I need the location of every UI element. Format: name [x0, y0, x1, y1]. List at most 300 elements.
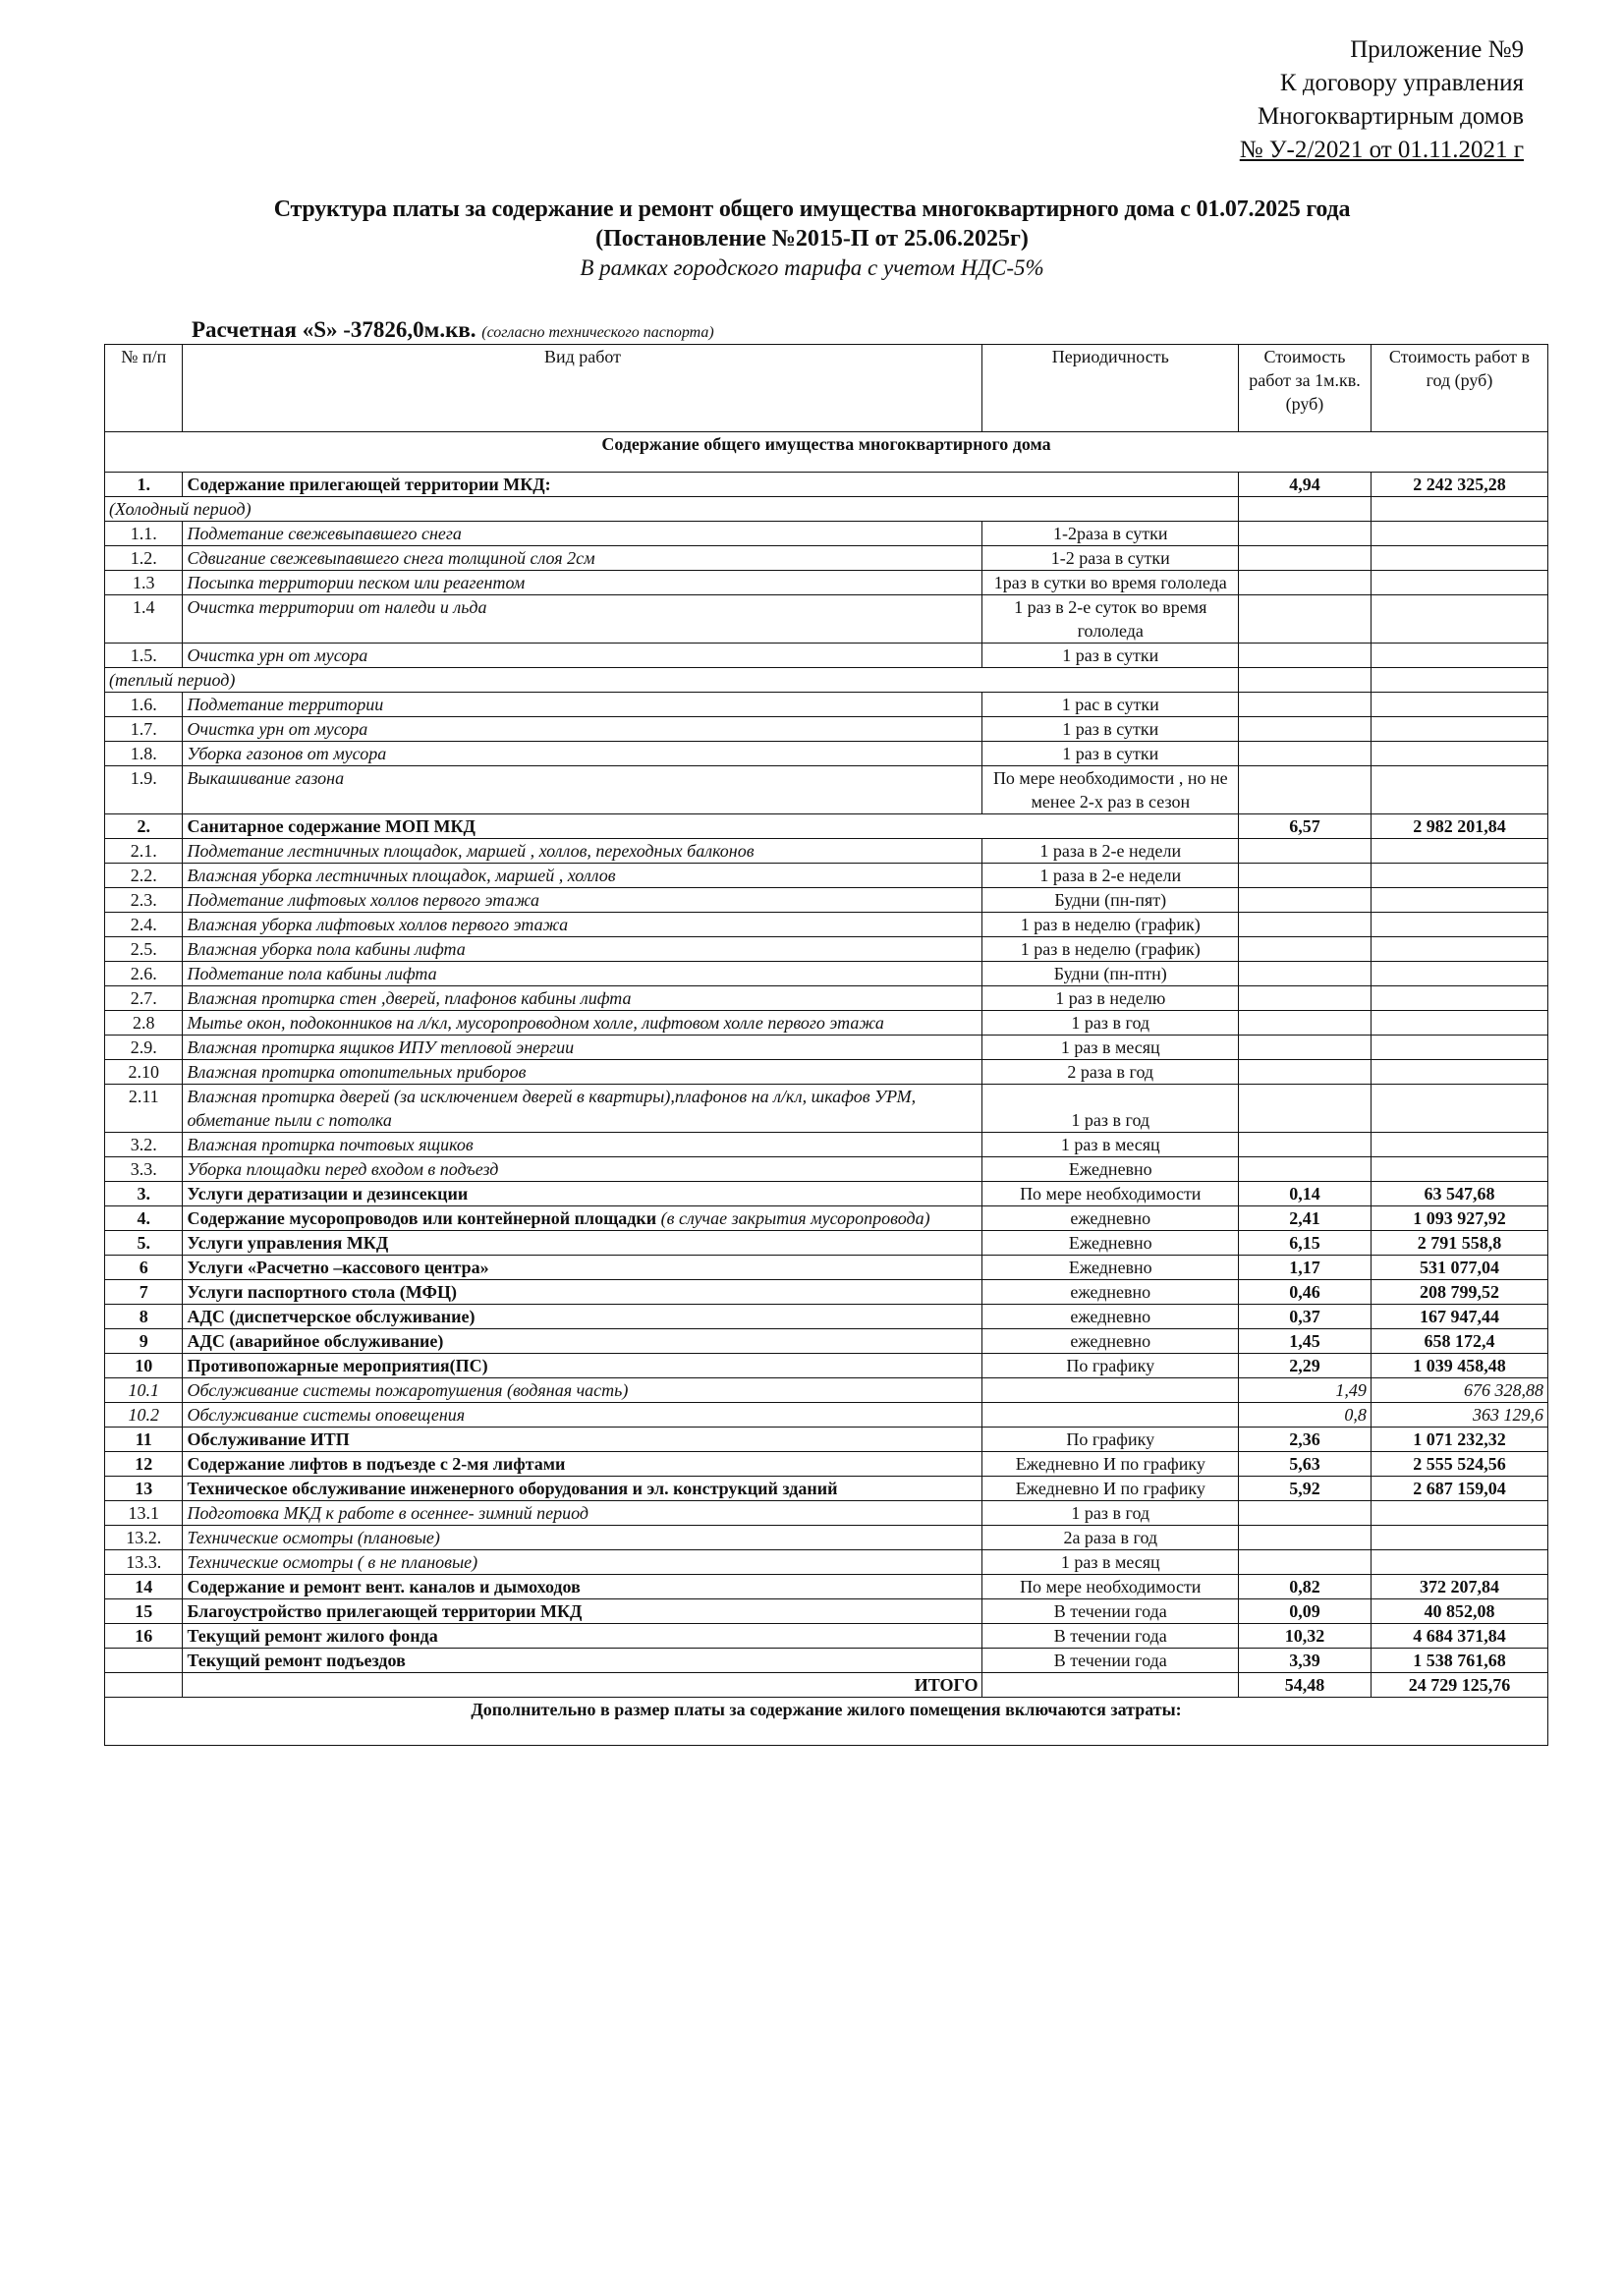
row-period: ежедневно	[982, 1305, 1239, 1329]
row-name-text: Очистка урн от мусора	[187, 719, 368, 739]
row-period: 1 раз в сутки	[982, 742, 1239, 766]
row-name	[183, 1011, 982, 1036]
row-name-text: Подметание свежевыпавшего снега	[187, 524, 462, 543]
row-num: 6	[105, 1256, 183, 1280]
row-name-note: (в случае закрытия мусоропровода)	[656, 1208, 930, 1228]
row-period: 1 раз в год	[982, 1085, 1239, 1133]
row-name-text: Влажная протирка отопительных приборов	[187, 1062, 527, 1082]
row-period: По мере необходимости	[982, 1182, 1239, 1206]
row-cost-sqm	[1239, 839, 1372, 864]
row-name	[183, 986, 982, 1011]
row-name	[183, 1206, 982, 1231]
row-num: 14	[105, 1575, 183, 1599]
calculated-area	[192, 317, 714, 343]
row-period: 1раз в сутки во время гололеда	[982, 571, 1239, 595]
row-cost-year	[1371, 1060, 1547, 1085]
row-name-text: Влажная протирка ящиков ИПУ тепловой энергии	[187, 1037, 575, 1057]
table-row	[105, 937, 1548, 962]
period-label-row	[105, 497, 1548, 522]
cost-structure-table	[104, 344, 1548, 1746]
row-period: 1-2 раза в сутки	[982, 546, 1239, 571]
row-num: 1.3	[105, 571, 183, 595]
row-name-text: Уборка газонов от мусора	[187, 744, 387, 763]
table-row	[105, 1378, 1548, 1403]
row-name	[183, 1649, 982, 1673]
header-name: Вид работ	[183, 345, 982, 432]
row-name-text: Влажная протирка почтовых ящиков	[187, 1135, 474, 1154]
row-name-text: Подготовка МКД к работе в осеннее- зимний период	[187, 1503, 588, 1523]
row-period: 1 раз в 2-е суток во время гололеда	[982, 595, 1239, 644]
row-name	[183, 814, 1239, 839]
period-label: (теплый период)	[105, 668, 1239, 693]
row-cost-sqm	[1239, 497, 1372, 522]
row-name	[183, 742, 982, 766]
table-row	[105, 1403, 1548, 1428]
row-period: Ежедневно И по графику	[982, 1477, 1239, 1501]
table-row	[105, 1575, 1548, 1599]
row-num: 2.9.	[105, 1036, 183, 1060]
row-cost-sqm	[1239, 571, 1372, 595]
row-num: 8	[105, 1305, 183, 1329]
additional-costs-row	[105, 1698, 1548, 1746]
row-cost-sqm: 2,29	[1239, 1354, 1372, 1378]
row-period	[982, 1378, 1239, 1403]
row-cost-sqm	[1239, 913, 1372, 937]
row-cost-year	[1371, 766, 1547, 814]
row-cost-sqm: 3,39	[1239, 1649, 1372, 1673]
row-cost-year	[1371, 888, 1547, 913]
row-name	[183, 888, 982, 913]
row-cost-year: 1 039 458,48	[1371, 1354, 1547, 1378]
row-name	[183, 717, 982, 742]
row-cost-sqm	[1239, 693, 1372, 717]
row-period: 1 раз в месяц	[982, 1133, 1239, 1157]
row-name-text: Услуги дератизации и дезинсекции	[187, 1184, 469, 1204]
row-cost-year: 363 129,6	[1371, 1403, 1547, 1428]
row-cost-year: 2 555 524,56	[1371, 1452, 1547, 1477]
row-name	[183, 1354, 982, 1378]
row-num: 2.4.	[105, 913, 183, 937]
row-cost-year	[1371, 839, 1547, 864]
table-row	[105, 1452, 1548, 1477]
row-period: По мере необходимости , но не менее 2-х раз в сезон	[982, 766, 1239, 814]
table-row	[105, 1036, 1548, 1060]
table-row	[105, 1157, 1548, 1182]
row-num: 1.2.	[105, 546, 183, 571]
row-name-text: АДС (аварийное обслуживание)	[187, 1331, 444, 1351]
area-label: Расчетная «S» -37826,0м.кв.	[192, 317, 476, 342]
table-row	[105, 1354, 1548, 1378]
table-row	[105, 717, 1548, 742]
row-cost-year: 208 799,52	[1371, 1280, 1547, 1305]
row-name	[183, 1403, 982, 1428]
row-name-text: АДС (диспетчерское обслуживание)	[187, 1307, 476, 1326]
row-cost-sqm: 6,57	[1239, 814, 1372, 839]
row-period: 2а раза в год	[982, 1526, 1239, 1550]
row-cost-year: 2 982 201,84	[1371, 814, 1547, 839]
row-cost-sqm: 2,36	[1239, 1428, 1372, 1452]
row-name-text: Влажная уборка лестничных площадок, маршей , холлов	[187, 866, 616, 885]
row-cost-sqm: 4,94	[1239, 473, 1372, 497]
row-name	[183, 644, 982, 668]
table-row	[105, 644, 1548, 668]
header-cost-year: Стоимость работ в год (руб)	[1371, 345, 1547, 432]
row-name-text: Текущий ремонт подъездов	[187, 1651, 406, 1670]
table-row	[105, 1133, 1548, 1157]
row-cost-sqm	[1239, 937, 1372, 962]
row-name-text: Подметание пола кабины лифта	[187, 964, 437, 983]
total-num	[105, 1673, 183, 1698]
table-row	[105, 913, 1548, 937]
row-num: 12	[105, 1452, 183, 1477]
table-row	[105, 571, 1548, 595]
row-num: 2.	[105, 814, 183, 839]
section-title-row	[105, 432, 1548, 473]
row-cost-sqm	[1239, 595, 1372, 644]
row-cost-year: 1 093 927,92	[1371, 1206, 1547, 1231]
row-cost-year: 63 547,68	[1371, 1182, 1547, 1206]
table-row	[105, 839, 1548, 864]
row-period: Ежедневно	[982, 1256, 1239, 1280]
row-period: 1 раз в сутки	[982, 717, 1239, 742]
total-cost-sqm: 54,48	[1239, 1673, 1372, 1698]
additional-costs-note: Дополнительно в размер платы за содержание жилого помещения включаются затраты:	[105, 1698, 1548, 1746]
period-label: (Холодный период)	[105, 497, 1239, 522]
row-name	[183, 1036, 982, 1060]
header-cost-sqm: Стоимость работ за 1м.кв.(руб)	[1239, 345, 1372, 432]
row-name	[183, 913, 982, 937]
row-cost-year	[1371, 522, 1547, 546]
table-row	[105, 1206, 1548, 1231]
row-num: 4.	[105, 1206, 183, 1231]
row-name	[183, 1085, 982, 1133]
row-num: 2.7.	[105, 986, 183, 1011]
row-cost-sqm	[1239, 962, 1372, 986]
table-row	[105, 766, 1548, 814]
row-num	[105, 1649, 183, 1673]
row-cost-sqm	[1239, 1550, 1372, 1575]
row-period: По графику	[982, 1428, 1239, 1452]
title-resolution: (Постановление №2015-П от 25.06.2025г)	[595, 226, 1029, 252]
row-name-text: Техническое обслуживание инженерного оборудования и эл. конструкций зданий	[187, 1479, 838, 1498]
row-period: 1 раз в год	[982, 1501, 1239, 1526]
row-num: 1.5.	[105, 644, 183, 668]
row-cost-year: 2 791 558,8	[1371, 1231, 1547, 1256]
row-cost-year	[1371, 864, 1547, 888]
row-num: 2.2.	[105, 864, 183, 888]
total-cost-year: 24 729 125,76	[1371, 1673, 1547, 1698]
row-period: По графику	[982, 1354, 1239, 1378]
row-name	[183, 1501, 982, 1526]
row-name	[183, 473, 1239, 497]
row-cost-year	[1371, 937, 1547, 962]
row-name-text: Подметание территории	[187, 695, 384, 714]
table-row	[105, 1477, 1548, 1501]
row-cost-year	[1371, 1085, 1547, 1133]
row-cost-sqm: 1,17	[1239, 1256, 1372, 1280]
row-cost-sqm	[1239, 1036, 1372, 1060]
row-cost-sqm: 2,41	[1239, 1206, 1372, 1231]
header-period: Периодичность	[982, 345, 1239, 432]
row-name	[183, 522, 982, 546]
row-cost-sqm: 1,49	[1239, 1378, 1372, 1403]
row-period: ежедневно	[982, 1329, 1239, 1354]
row-cost-sqm: 0,37	[1239, 1305, 1372, 1329]
row-cost-year	[1371, 1550, 1547, 1575]
row-name-text: Содержание прилегающей территории МКД:	[187, 475, 551, 494]
row-name-text: Услуги «Расчетно –кассового центра»	[187, 1258, 489, 1277]
row-name-text: Выкашивание газона	[187, 768, 345, 788]
table-row	[105, 1256, 1548, 1280]
row-num: 11	[105, 1428, 183, 1452]
row-cost-sqm	[1239, 546, 1372, 571]
row-name-text: Противопожарные мероприятия(ПС)	[187, 1356, 488, 1375]
row-cost-sqm: 0,8	[1239, 1403, 1372, 1428]
row-num: 1.	[105, 473, 183, 497]
table-row	[105, 1305, 1548, 1329]
row-cost-year	[1371, 742, 1547, 766]
row-name	[183, 1329, 982, 1354]
row-name	[183, 1133, 982, 1157]
title-main: Структура платы за содержание и ремонт общего имущества многоквартирного дома с 01.07.2025 года	[273, 196, 1351, 222]
row-num: 13.3.	[105, 1550, 183, 1575]
row-name	[183, 1428, 982, 1452]
row-name-text: Влажная уборка пола кабины лифта	[187, 939, 466, 959]
row-name-text: Обслуживание системы оповещения	[187, 1405, 466, 1425]
row-period: ежедневно	[982, 1206, 1239, 1231]
row-cost-sqm	[1239, 668, 1372, 693]
row-name	[183, 1157, 982, 1182]
table-header-row	[105, 345, 1548, 432]
row-num: 9	[105, 1329, 183, 1354]
row-cost-year: 676 328,88	[1371, 1378, 1547, 1403]
row-num: 1.6.	[105, 693, 183, 717]
row-name	[183, 595, 982, 644]
row-num: 15	[105, 1599, 183, 1624]
row-period: Будни (пн-пят)	[982, 888, 1239, 913]
row-num: 2.10	[105, 1060, 183, 1085]
row-cost-sqm	[1239, 888, 1372, 913]
row-cost-sqm	[1239, 986, 1372, 1011]
row-cost-year	[1371, 1501, 1547, 1526]
row-name-text: Обслуживание ИТП	[187, 1429, 350, 1449]
row-num: 1.7.	[105, 717, 183, 742]
row-cost-year: 4 684 371,84	[1371, 1624, 1547, 1649]
row-cost-sqm	[1239, 1085, 1372, 1133]
row-cost-sqm	[1239, 864, 1372, 888]
row-cost-year: 2 687 159,04	[1371, 1477, 1547, 1501]
row-name	[183, 864, 982, 888]
table-row	[105, 1501, 1548, 1526]
row-cost-year: 2 242 325,28	[1371, 473, 1547, 497]
row-num: 2.5.	[105, 937, 183, 962]
row-cost-year	[1371, 913, 1547, 937]
row-cost-sqm	[1239, 1133, 1372, 1157]
row-cost-year: 531 077,04	[1371, 1256, 1547, 1280]
row-name	[183, 1305, 982, 1329]
row-name	[183, 1599, 982, 1624]
table-row	[105, 595, 1548, 644]
section-title: Содержание общего имущества многоквартирного дома	[105, 432, 1548, 473]
row-name-text: Санитарное содержание МОП МКД	[187, 816, 476, 836]
row-num: 3.	[105, 1182, 183, 1206]
row-name	[183, 1256, 982, 1280]
appendix-contract-number: № У-2/2021 от 01.11.2021 г	[1239, 137, 1524, 163]
row-cost-sqm	[1239, 766, 1372, 814]
table-row	[105, 742, 1548, 766]
row-cost-year	[1371, 1526, 1547, 1550]
table-row	[105, 546, 1548, 571]
row-num: 2.6.	[105, 962, 183, 986]
row-name-text: Влажная уборка лифтовых холлов первого этажа	[187, 915, 569, 934]
table-row	[105, 1329, 1548, 1354]
row-cost-sqm: 0,09	[1239, 1599, 1372, 1624]
row-num: 3.3.	[105, 1157, 183, 1182]
row-name-text: Благоустройство прилегающей территории МКД	[187, 1601, 583, 1621]
row-num: 2.11	[105, 1085, 183, 1133]
table-row	[105, 962, 1548, 986]
row-name	[183, 766, 982, 814]
row-period: Ежедневно И по графику	[982, 1452, 1239, 1477]
row-name-text: Текущий ремонт жилого фонда	[187, 1626, 438, 1646]
table-row	[105, 522, 1548, 546]
document-title	[0, 195, 1624, 283]
row-cost-sqm: 6,15	[1239, 1231, 1372, 1256]
row-name-text: Услуги паспортного стола (МФЦ)	[187, 1282, 457, 1302]
row-num: 10.1	[105, 1378, 183, 1403]
table-row	[105, 864, 1548, 888]
row-cost-sqm	[1239, 1060, 1372, 1085]
table-row	[105, 1649, 1548, 1673]
row-cost-sqm: 0,82	[1239, 1575, 1372, 1599]
table-row	[105, 1085, 1548, 1133]
row-num: 2.8	[105, 1011, 183, 1036]
row-name	[183, 1624, 982, 1649]
row-name-text: Подметание лифтовых холлов первого этажа	[187, 890, 539, 910]
row-period: 2 раза в год	[982, 1060, 1239, 1085]
title-tariff-note: В рамках городского тарифа с учетом НДС-5%	[580, 255, 1044, 280]
row-period: ежедневно	[982, 1280, 1239, 1305]
row-name	[183, 839, 982, 864]
row-period: 1 раз в неделю (график)	[982, 937, 1239, 962]
row-cost-sqm	[1239, 1157, 1372, 1182]
row-cost-sqm: 5,63	[1239, 1452, 1372, 1477]
table-row	[105, 1231, 1548, 1256]
row-period: Будни (пн-птн)	[982, 962, 1239, 986]
row-cost-year	[1371, 717, 1547, 742]
row-name-text: Подметание лестничных площадок, маршей , холлов, переходных балконов	[187, 841, 755, 861]
row-name-text: Уборка площадки перед входом в подъезд	[187, 1159, 499, 1179]
row-period: По мере необходимости	[982, 1575, 1239, 1599]
total-row	[105, 1673, 1548, 1698]
row-cost-year: 40 852,08	[1371, 1599, 1547, 1624]
row-period: Ежедневно	[982, 1231, 1239, 1256]
row-cost-year: 1 071 232,32	[1371, 1428, 1547, 1452]
table-row	[105, 473, 1548, 497]
row-name-text: Технические осмотры ( в не плановые)	[187, 1552, 478, 1572]
table-row	[105, 1011, 1548, 1036]
row-num: 2.1.	[105, 839, 183, 864]
row-num: 1.8.	[105, 742, 183, 766]
row-cost-sqm	[1239, 742, 1372, 766]
row-num: 1.1.	[105, 522, 183, 546]
row-cost-year	[1371, 497, 1547, 522]
row-num: 5.	[105, 1231, 183, 1256]
row-period: 1 раз в месяц	[982, 1036, 1239, 1060]
row-period: В течении года	[982, 1649, 1239, 1673]
row-period: 1 раз в месяц	[982, 1550, 1239, 1575]
table-row	[105, 1060, 1548, 1085]
row-cost-sqm: 0,46	[1239, 1280, 1372, 1305]
row-cost-year	[1371, 986, 1547, 1011]
row-cost-sqm: 5,92	[1239, 1477, 1372, 1501]
row-cost-year	[1371, 693, 1547, 717]
row-num: 10	[105, 1354, 183, 1378]
row-cost-year: 372 207,84	[1371, 1575, 1547, 1599]
total-period	[982, 1673, 1239, 1698]
row-cost-year	[1371, 1011, 1547, 1036]
row-num: 16	[105, 1624, 183, 1649]
row-cost-sqm	[1239, 644, 1372, 668]
row-period: 1 раза в 2-е недели	[982, 864, 1239, 888]
row-name-text: Услуги управления МКД	[187, 1233, 389, 1253]
row-name	[183, 571, 982, 595]
appendix-contract-subject: Многоквартирным домов	[1257, 103, 1524, 130]
row-name-text: Содержание и ремонт вент. каналов и дымоходов	[187, 1577, 581, 1596]
table-row	[105, 1182, 1548, 1206]
header-num: № п/п	[105, 345, 183, 432]
row-period	[982, 1403, 1239, 1428]
row-name	[183, 1526, 982, 1550]
row-name	[183, 1060, 982, 1085]
row-cost-year	[1371, 668, 1547, 693]
row-name	[183, 962, 982, 986]
row-name-text: Влажная протирка дверей (за исключением дверей в квартиры),плафонов на л/кл, шкафов УРМ, обметание пыли с потолка	[187, 1087, 917, 1130]
row-name-text: Содержание мусоропроводов или контейнерной площадки	[187, 1208, 657, 1228]
row-name	[183, 546, 982, 571]
table-row	[105, 1550, 1548, 1575]
appendix-header	[1240, 33, 1524, 167]
row-name	[183, 693, 982, 717]
row-name	[183, 1575, 982, 1599]
row-period: В течении года	[982, 1599, 1239, 1624]
row-cost-sqm: 10,32	[1239, 1624, 1372, 1649]
row-num: 7	[105, 1280, 183, 1305]
table-row	[105, 986, 1548, 1011]
row-period: Ежедневно	[982, 1157, 1239, 1182]
table-row	[105, 1599, 1548, 1624]
row-period: 1 рас в сутки	[982, 693, 1239, 717]
row-name	[183, 1231, 982, 1256]
row-cost-sqm: 1,45	[1239, 1329, 1372, 1354]
row-period: В течении года	[982, 1624, 1239, 1649]
row-name-text: Посыпка территории песком или реагентом	[187, 573, 526, 592]
row-cost-year	[1371, 595, 1547, 644]
period-label-row	[105, 668, 1548, 693]
table-row	[105, 1526, 1548, 1550]
row-cost-year	[1371, 1133, 1547, 1157]
row-cost-year	[1371, 546, 1547, 571]
row-cost-sqm	[1239, 717, 1372, 742]
row-name-text: Влажная протирка стен ,дверей, плафонов кабины лифта	[187, 988, 632, 1008]
row-name-text: Очистка урн от мусора	[187, 645, 368, 665]
row-period: 1 раз в неделю	[982, 986, 1239, 1011]
row-period: 1 раза в 2-е недели	[982, 839, 1239, 864]
table-row	[105, 1624, 1548, 1649]
row-name	[183, 1452, 982, 1477]
row-num: 1.9.	[105, 766, 183, 814]
table-row	[105, 1280, 1548, 1305]
